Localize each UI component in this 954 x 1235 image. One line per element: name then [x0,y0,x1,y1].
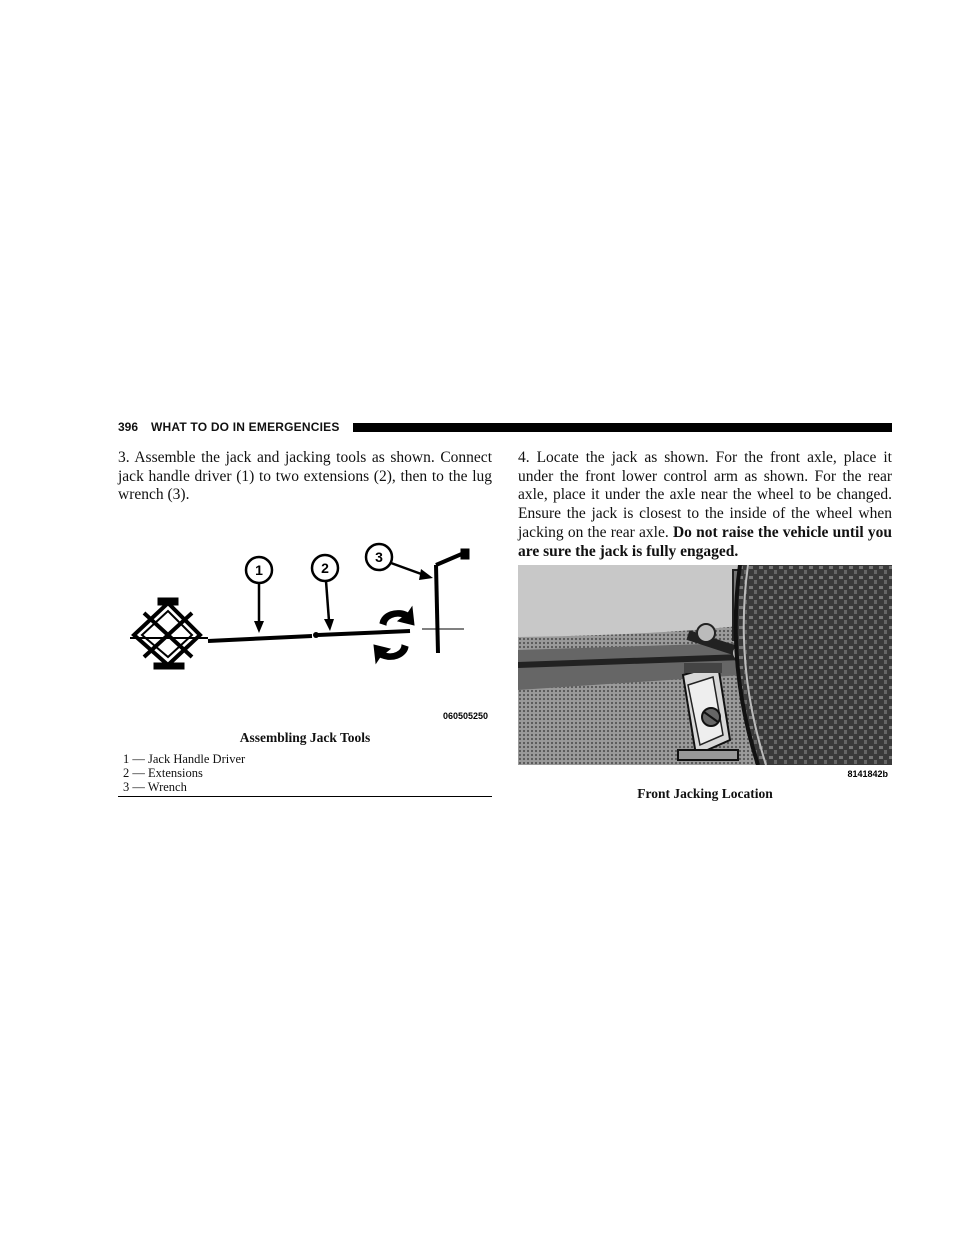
section-title: WHAT TO DO IN EMERGENCIES [151,420,340,434]
jack-handle-driver-drawing [208,636,312,641]
front-jacking-photo [518,565,892,785]
figure-legend [123,752,492,794]
figure-caption: Assembling Jack Tools [239,730,371,745]
rotation-arrows-drawing [374,607,414,663]
figure-code: 8141842b [847,769,888,779]
legend-item: 2 — Extensions [123,766,203,780]
step-3-paragraph: 3. Assemble the jack and jacking tools as shown. Connect jack handle driver (1) to two extensions (2), then to the lug wrench (3). [118,449,492,504]
page-number: 396 [118,420,139,434]
step-4-text: 4. Locate the jack as shown. For the front axle, place it under the front lower control arm as shown. For the rear axle, place it under the axle near the wheel to be changed. Ensure the jack is closest to the inside of the wheel when jacking on the rear axle. [518,449,892,541]
page-header [118,419,892,435]
legend-rule [118,796,492,797]
callout-1: 1 [255,562,263,578]
legend-item: 3 — Wrench [123,780,187,794]
callout-2: 2 [321,560,329,576]
scissor-jack-drawing [130,598,208,669]
header-rule [353,423,892,432]
jack-tools-illustration [118,535,492,725]
step-4-warning: Do not raise the vehicle until you are sure the jack is fully engaged. [518,523,892,560]
step-4-paragraph [518,449,892,561]
legend-item: 1 — Jack Handle Driver [123,752,246,766]
extensions-drawing [318,631,410,635]
figure-code: 060505250 [442,711,488,721]
lug-wrench-drawing [422,549,469,653]
figure-caption: Front Jacking Location [637,786,773,801]
callout-3: 3 [375,549,383,565]
